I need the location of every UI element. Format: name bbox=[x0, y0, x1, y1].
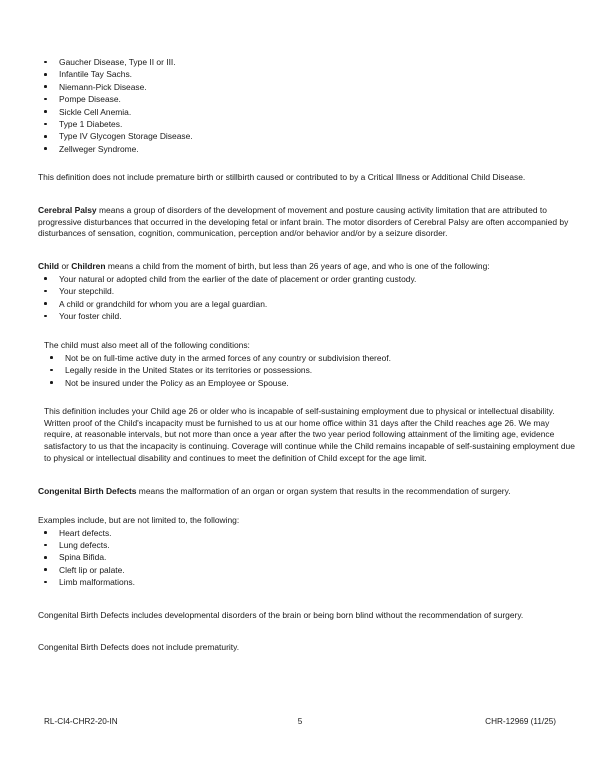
congenital-birth-defects-term: Congenital Birth Defects bbox=[38, 485, 137, 496]
list-item bbox=[38, 56, 576, 68]
list-item-label: Type 1 Diabetes. bbox=[59, 119, 123, 130]
bullet-icon bbox=[50, 381, 53, 384]
list-item-label: Not be insured under the Policy as an Employee or Spouse. bbox=[65, 377, 289, 388]
list-item-label: Limb malformations. bbox=[59, 577, 135, 588]
bullet-icon bbox=[44, 290, 47, 293]
list-item-label: Cleft lip or palate. bbox=[59, 564, 125, 575]
congenital-birth-defects-body: means the malformation of an organ or organ system that results in the recommendation of surgery. bbox=[136, 485, 511, 496]
child-definition-paragraph bbox=[38, 261, 576, 273]
footer-page-number: 5 bbox=[297, 717, 303, 726]
child-conditions-list bbox=[38, 352, 576, 389]
list-item bbox=[38, 539, 576, 551]
list-item bbox=[38, 81, 576, 93]
list-item bbox=[38, 130, 576, 142]
bullet-icon bbox=[44, 581, 47, 584]
bullet-icon bbox=[50, 369, 53, 372]
list-item-label: Zellweger Syndrome. bbox=[59, 143, 139, 154]
footer-form-code: RL-CI4-CHR2-20-IN bbox=[44, 717, 118, 726]
bullet-icon bbox=[44, 147, 47, 150]
list-item-label: Heart defects. bbox=[59, 527, 112, 538]
list-item bbox=[38, 93, 576, 105]
bullet-icon bbox=[44, 135, 47, 138]
bullet-icon bbox=[50, 356, 53, 359]
list-item bbox=[38, 118, 576, 130]
bullet-icon bbox=[44, 556, 47, 559]
child-term-conjunction: or bbox=[59, 261, 72, 272]
list-item bbox=[44, 377, 576, 389]
bullet-icon bbox=[44, 544, 47, 547]
list-item-label: Your natural or adopted child from the earlier of the date of placement or order granting custody. bbox=[59, 273, 417, 284]
congenital-inclusion-paragraph: Congenital Birth Defects includes developmental disorders of the brain or being born blind without the recommendation of surgery. bbox=[38, 609, 524, 620]
list-item bbox=[38, 527, 576, 539]
examples-lead-in: Examples include, but are not limited to, the following: bbox=[38, 515, 240, 526]
list-item bbox=[44, 352, 576, 364]
list-item bbox=[38, 273, 576, 285]
list-item-label: A child or grandchild for whom you are a legal guardian. bbox=[59, 298, 268, 309]
list-item-label: Spina Bifida. bbox=[59, 552, 107, 563]
list-item-label: Pompe Disease. bbox=[59, 94, 121, 105]
bullet-icon bbox=[44, 123, 47, 126]
list-item-label: Lung defects. bbox=[59, 540, 110, 551]
list-item bbox=[44, 364, 576, 376]
list-item-label: Niemann-Pick Disease. bbox=[59, 81, 147, 92]
list-item-label: Gaucher Disease, Type II or III. bbox=[59, 57, 176, 67]
list-item bbox=[38, 143, 576, 155]
bullet-icon bbox=[44, 73, 47, 76]
child-incapacity-paragraph: This definition includes your Child age 26 or older who is incapable of self-sustaining employment due to physical or intellectual disability. Written proof of the Child's incapacity must be furnished to us at our home office within 31 days after the Child reaches age 26. We may require, at reasonable intervals, but not more than once a year after the two year period following attainment of the limiting age, evidence satisfactory to us that the incapacity is continuing. Coverage will continue while the Child remains incapable of self-sustaining employment due to physical or intellectual disability and continues to meet the definition of Child except for the age limit. bbox=[44, 406, 575, 463]
list-item-label: Sickle Cell Anemia. bbox=[59, 106, 132, 117]
page-content bbox=[38, 56, 576, 654]
congenital-examples-list bbox=[38, 527, 576, 589]
list-item bbox=[38, 551, 576, 563]
bullet-icon bbox=[44, 110, 47, 113]
disease-list bbox=[38, 56, 576, 155]
child-definition-body: means a child from the moment of birth, but less than 26 years of age, and who is one of the following: bbox=[105, 261, 490, 272]
list-item bbox=[38, 310, 576, 322]
bullet-icon bbox=[44, 315, 47, 318]
list-item-label: Legally reside in the United States or its territories or possessions. bbox=[65, 365, 313, 376]
list-item bbox=[38, 564, 576, 576]
list-item bbox=[38, 298, 576, 310]
list-item-label: Infantile Tay Sachs. bbox=[59, 69, 133, 80]
child-conditions-lead-in: The child must also meet all of the following conditions: bbox=[44, 340, 250, 351]
bullet-icon bbox=[44, 531, 47, 534]
bullet-icon bbox=[44, 568, 47, 571]
bullet-icon bbox=[44, 98, 47, 101]
cerebral-palsy-body: means a group of disorders of the development of movement and posture causing activity limitation that are attributed to progressive disturbances that occurred in the developing fetal or infant brain. The motor disorders of Cerebral Palsy are often accompanied by disturbances of sensation, cognition, communication, perception and/or behavior and/or by a seizure disorder. bbox=[38, 204, 569, 239]
footer-document-code: CHR-12969 (11/25) bbox=[485, 717, 556, 726]
list-item-label: Type IV Glycogen Storage Disease. bbox=[59, 131, 193, 142]
bullet-icon bbox=[44, 302, 47, 305]
child-relationship-list bbox=[38, 273, 576, 323]
page-footer bbox=[44, 716, 556, 727]
child-term: Child bbox=[38, 261, 60, 272]
congenital-birth-defects-paragraph bbox=[38, 486, 576, 498]
list-item-label: Your foster child. bbox=[59, 310, 122, 321]
list-item bbox=[38, 68, 576, 80]
congenital-exclusion-paragraph: Congenital Birth Defects does not include prematurity. bbox=[38, 642, 240, 653]
cerebral-palsy-term: Cerebral Palsy bbox=[38, 204, 97, 215]
bullet-icon bbox=[44, 85, 47, 88]
list-item bbox=[38, 576, 576, 588]
children-term: Children bbox=[71, 261, 106, 272]
bullet-icon bbox=[44, 277, 47, 280]
list-item-label: Your stepchild. bbox=[59, 286, 115, 297]
cerebral-palsy-paragraph bbox=[38, 205, 576, 240]
list-item-label: Not be on full-time active duty in the armed forces of any country or subdivision thereof. bbox=[65, 352, 391, 363]
list-item bbox=[38, 285, 576, 297]
exclusion-note-paragraph: This definition does not include premature birth or stillbirth caused or contributed to by a Critical Illness or Additional Child Disease. bbox=[38, 172, 526, 183]
list-item bbox=[38, 106, 576, 118]
bullet-icon bbox=[44, 61, 47, 64]
